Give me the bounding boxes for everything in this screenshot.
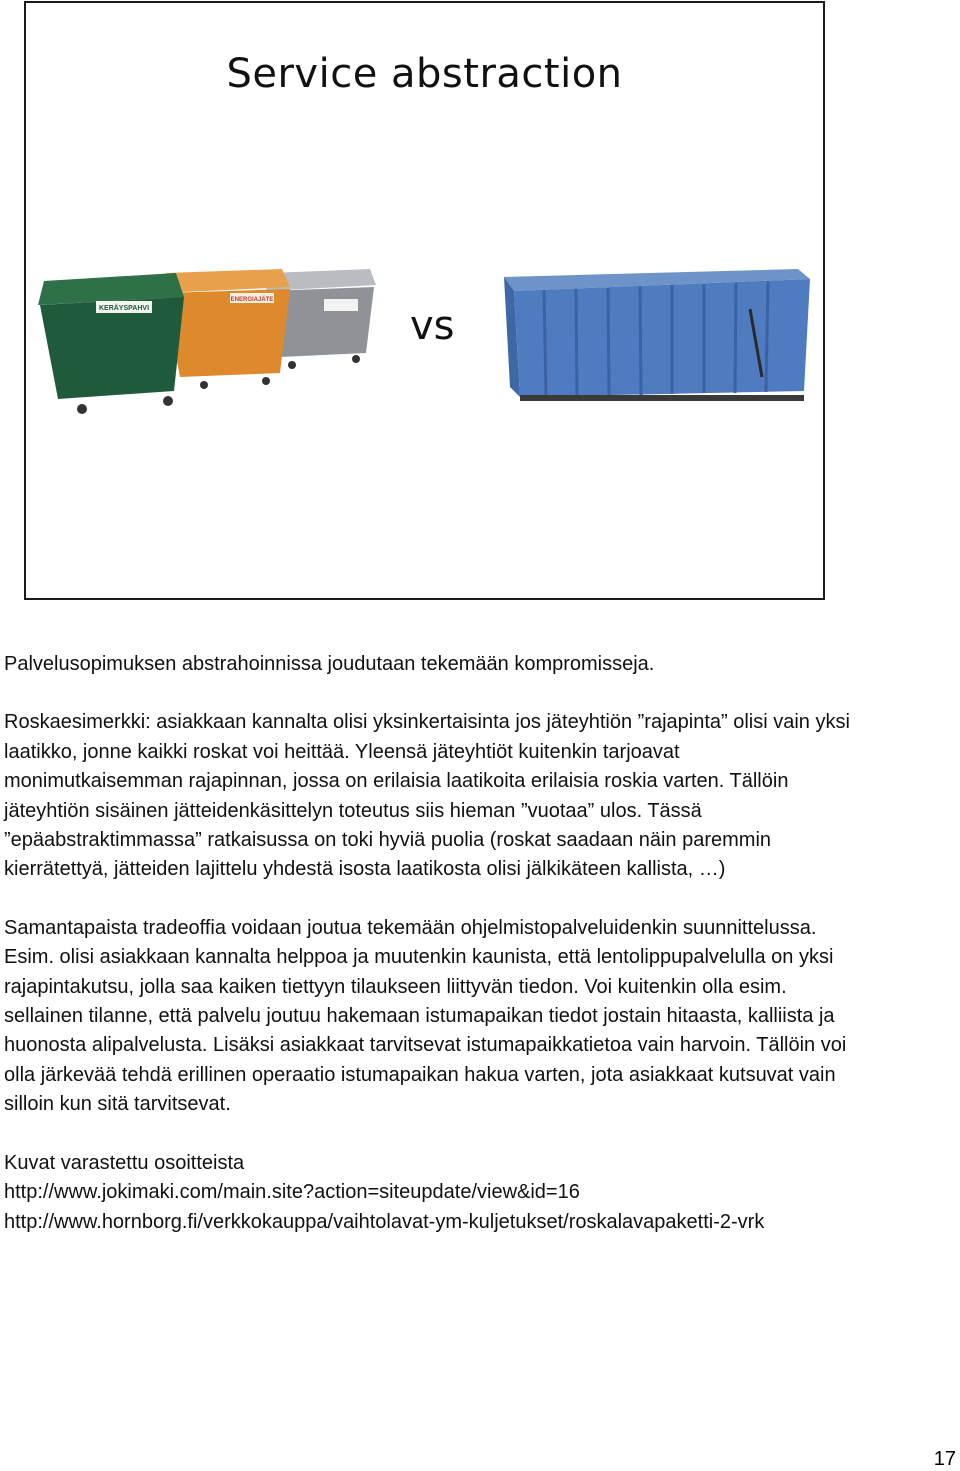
notes-paragraph-2: Roskaesimerkki: asiakkaan kannalta olisi yksinkertaisinta jos jäteyhtiön ”rajapinta” olisi vain yksi laatikko, jonne kaikki roskat voi heittää. Yleensä jäteyhtiöt kuitenkin tarjoavat monimutkaisemman rajapinnan, jossa on erilaisia laatikoita erilaisia roskia varten. Tällöin jäteyhtiön sisäinen jätteidenkäsittelyn toteutus siis hieman ”vuotaa” ulos. Tässä ”epäabstraktimmassa” ratkaisussa on toki hyviä puolia (roskat saadaan näin paremmin kierrätettyä, jätteiden lajittelu yhdestä isosta laatikosta olisi jälkikäteen kallista, …) — [4, 711, 850, 881]
energy-waste-label: ENERGIAJÄTE — [230, 297, 274, 303]
credit-url-1[interactable]: http://www.jokimaki.com/main.site?action=siteupdate/view&id=16 — [4, 1181, 580, 1204]
credit-url-2[interactable]: http://www.hornborg.fi/verkkokauppa/vaihtolavat-ym-kuljetukset/roskalavapaketti-2-vrk — [4, 1210, 765, 1233]
speaker-notes — [4, 650, 854, 1266]
slide-frame — [24, 1, 825, 600]
green-bin — [38, 273, 184, 414]
vs-label: vs — [410, 303, 455, 349]
slide-title: Service abstraction — [226, 51, 623, 97]
image-credits — [4, 1149, 854, 1237]
orange-bin — [162, 269, 290, 389]
dumpster-container-image — [500, 269, 814, 415]
credits-heading: Kuvat varastettu osoitteista — [4, 1151, 245, 1174]
page-number: 17 — [933, 1448, 956, 1470]
notes-paragraph-3: Samantapaista tradeoffia voidaan joutua tekemään ohjelmistopalveluidenkin suunnittelussa. Esim. olisi asiakkaan kannalta helppoa ja muutenkin kaunista, että lentolippupalvelulla on yksi rajapintakutsu, jolla saa kaiken tiettyyn tilaukseen liittyvän tiedon. Voi kuitenkin olla esim. sellainen tilanne, että palvelu joutuu hakemaan istumapaikan tiedot jostain hitaasta, kalliista ja huonosta alipalvelusta. Lisäksi asiakkaat tarvitsevat istumapaikkatietoa vain harvoin. Tällöin voi olla järkevää tehdä erillinen operaatio istumapaikan hakua varten, jota asiakkaat kutsuvat vain silloin kun sitä tarvitsevat. — [4, 916, 847, 1116]
recycling-bins-image — [34, 261, 378, 423]
cardboard-label: KERÄYSPAHVI — [98, 305, 150, 312]
notes-paragraph-1: Palvelusopimuksen abstrahoinnissa joudutaan tekemään kompromisseja. — [4, 653, 655, 675]
